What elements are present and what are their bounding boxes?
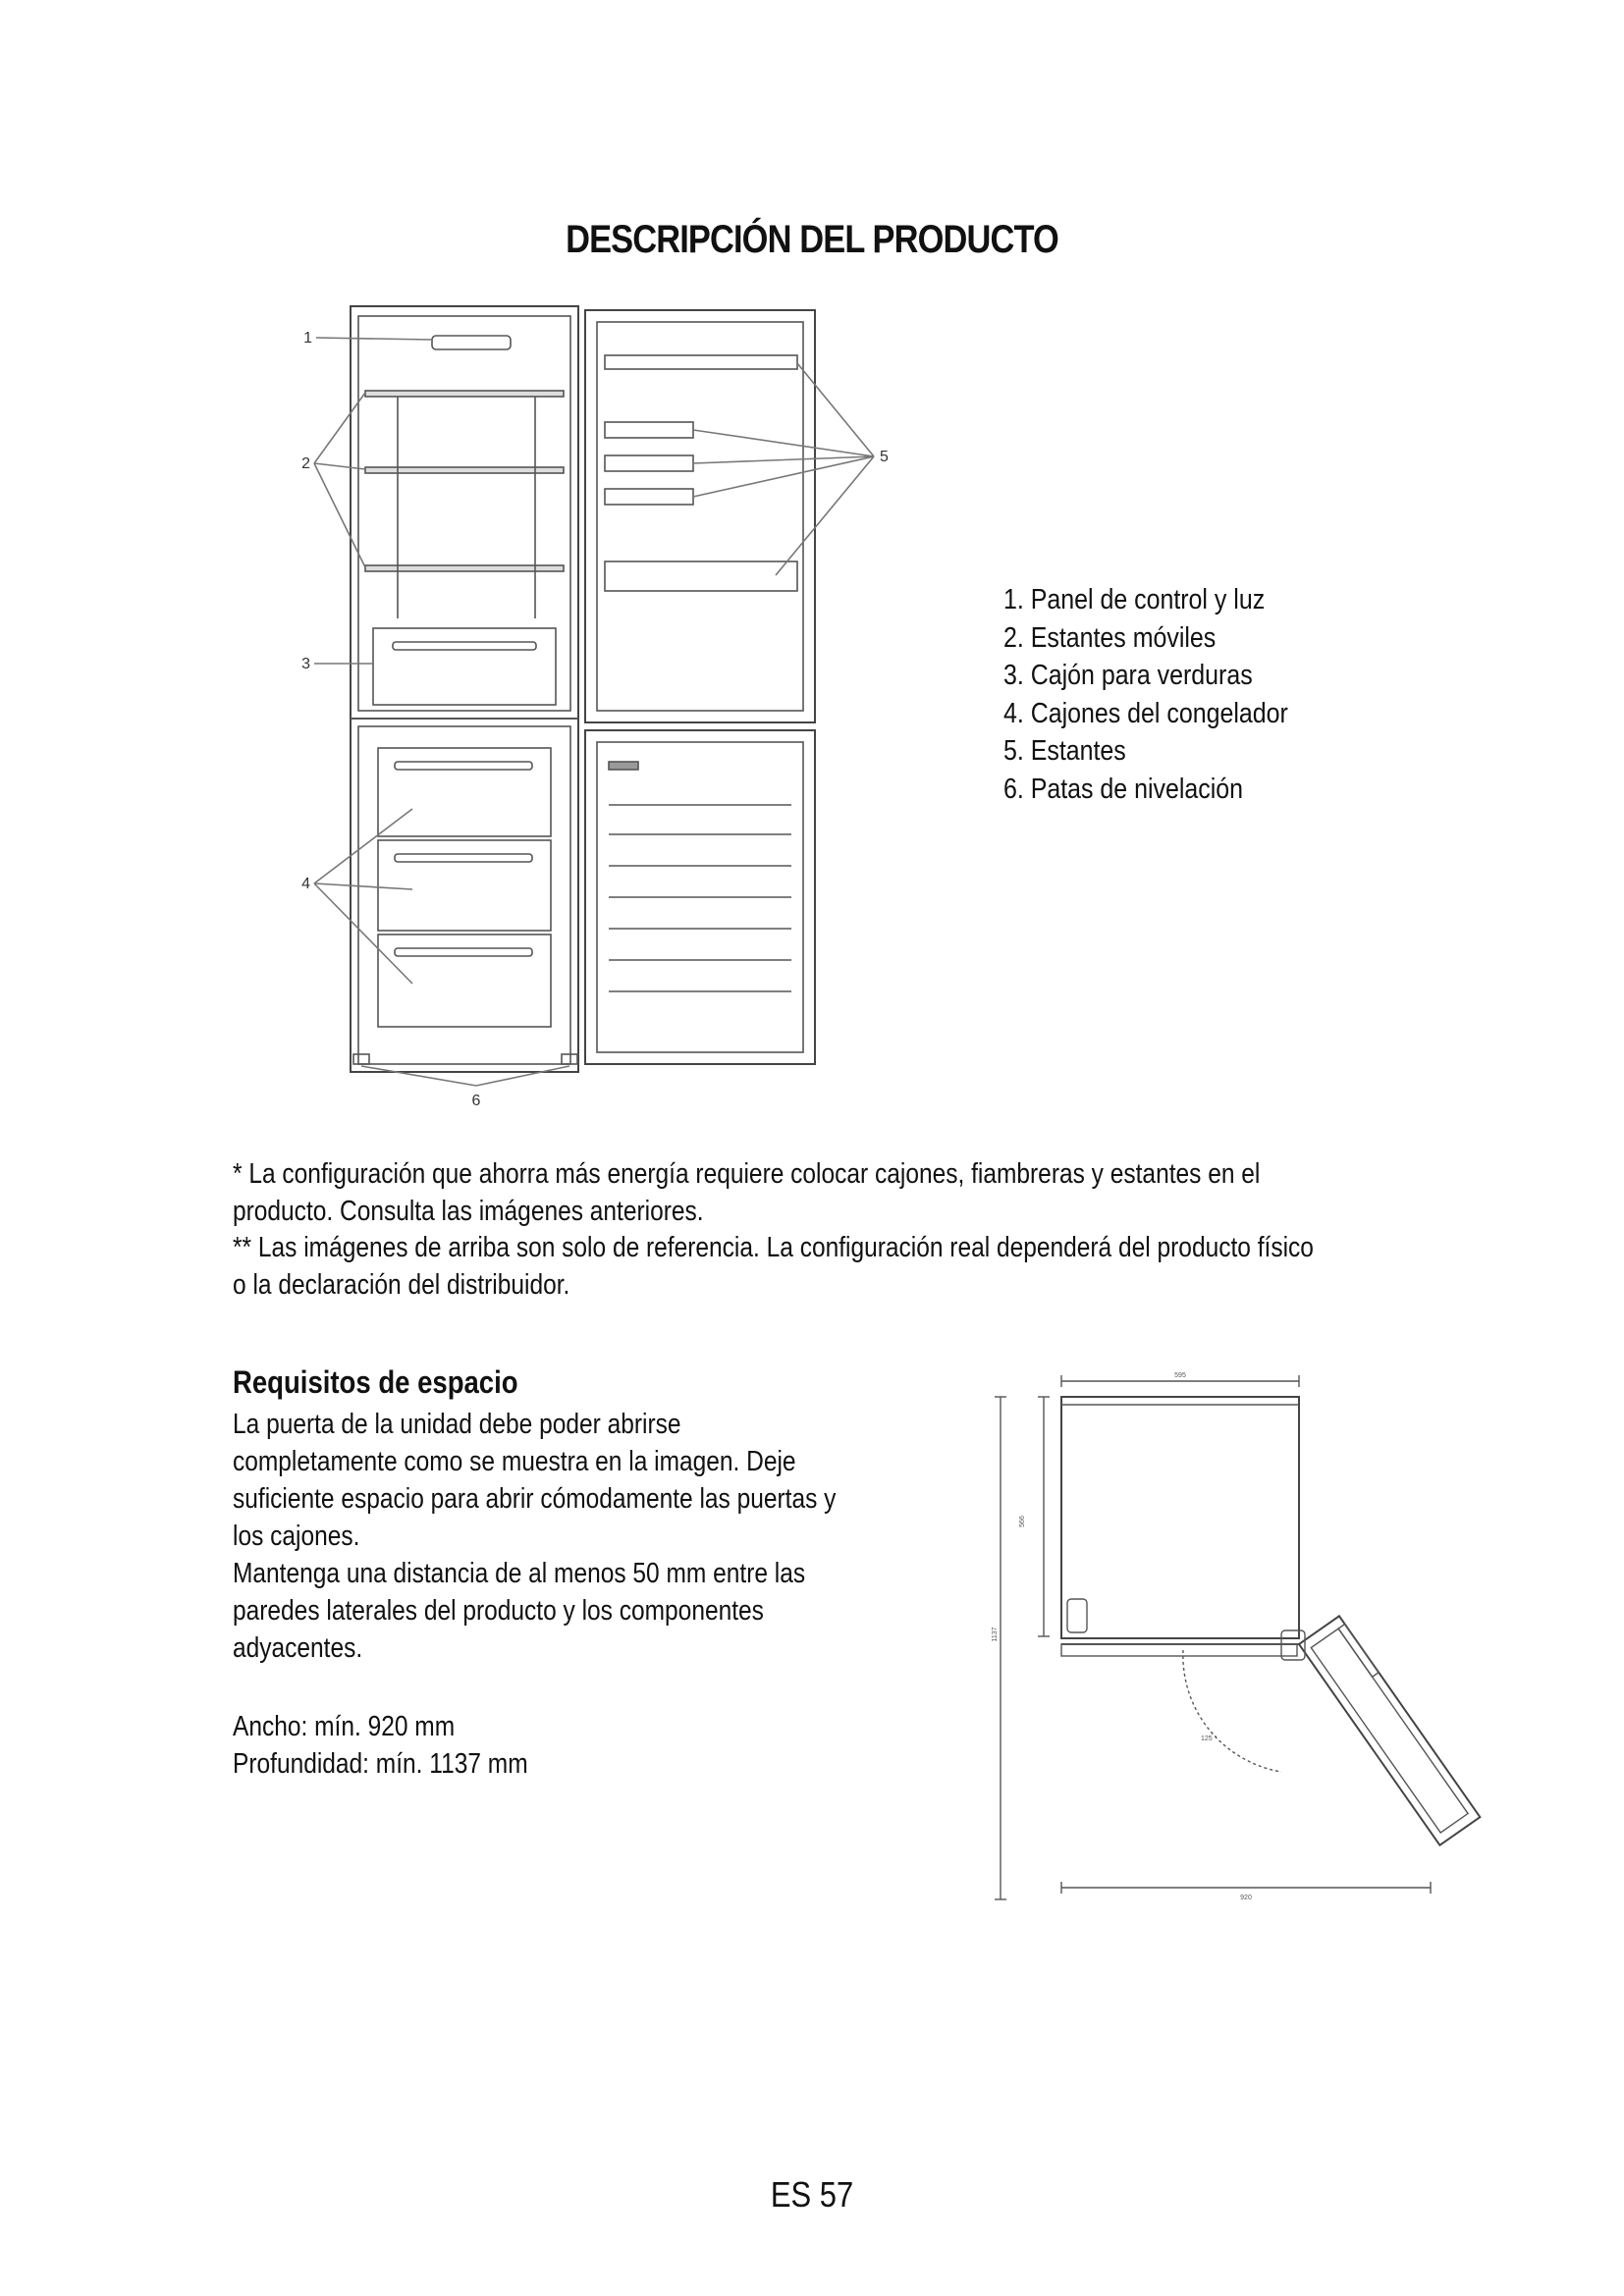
callout-5: 5 xyxy=(880,449,889,465)
body-line: los cajones. xyxy=(233,1521,360,1552)
footnotes xyxy=(233,1156,1509,1304)
body-line: La puerta de la unidad debe poder abrirse xyxy=(233,1409,681,1440)
side-dimension-label: 566 xyxy=(1019,1516,1026,1527)
legend-item: 1. Panel de control y luz xyxy=(1003,584,1266,615)
space-requirements-heading: Requisitos de espacio xyxy=(233,1364,518,1400)
fridge-diagram xyxy=(285,294,889,1119)
page-title: DESCRIPCIÓN DEL PRODUCTO xyxy=(566,218,1058,261)
depth-requirement: Profundidad: mín. 1137 mm xyxy=(233,1748,528,1780)
legend-item: 4. Cajones del congelador xyxy=(1003,697,1288,729)
body-line: Mantenga una distancia de al menos 50 mm entre las xyxy=(233,1558,806,1589)
top-dimension-label: 595 xyxy=(1174,1372,1186,1379)
parts-legend xyxy=(1003,581,1334,808)
callout-1: 1 xyxy=(303,330,312,347)
footnote-line: producto. Consulta las imágenes anteriores. xyxy=(233,1195,704,1227)
callout-4: 4 xyxy=(301,876,310,892)
bottom-dimension-label: 920 xyxy=(1240,1895,1252,1901)
legend-item: 6. Patas de nivelación xyxy=(1003,773,1244,805)
body-line: adyacentes. xyxy=(233,1632,363,1664)
width-requirement: Ancho: mín. 920 mm xyxy=(233,1711,456,1742)
legend-item: 5. Estantes xyxy=(1003,735,1126,767)
door-angle-label: 125 ° xyxy=(1201,1735,1218,1742)
legend-item: 3. Cajón para verduras xyxy=(1003,660,1253,691)
body-line: completamente como se muestra en la imagen. Deje xyxy=(233,1446,796,1477)
callout-3: 3 xyxy=(301,656,310,672)
callout-6: 6 xyxy=(471,1093,481,1109)
legend-item: 2. Estantes móviles xyxy=(1003,621,1217,654)
clearance-diagram xyxy=(987,1360,1458,1904)
footnote-line: ** Las imágenes de arriba son solo de referencia. La configuración real dependerá del producto físico xyxy=(233,1232,1314,1263)
callout-2: 2 xyxy=(301,455,310,472)
body-line: paredes laterales del producto y los componentes xyxy=(233,1595,764,1627)
overall-depth-label: 1137 xyxy=(992,1627,999,1642)
footnote-line: o la declaración del distribuidor. xyxy=(233,1268,570,1301)
page-number: ES 57 xyxy=(770,2174,854,2215)
footnote-line: * La configuración que ahorra más energía requiere colocar cajones, fiambreras y estantes en el xyxy=(233,1158,1261,1190)
body-line: suficiente espacio para abrir cómodamente las puertas y xyxy=(233,1483,837,1515)
space-requirements-text xyxy=(233,1406,934,1667)
space-dimensions xyxy=(233,1708,576,1783)
